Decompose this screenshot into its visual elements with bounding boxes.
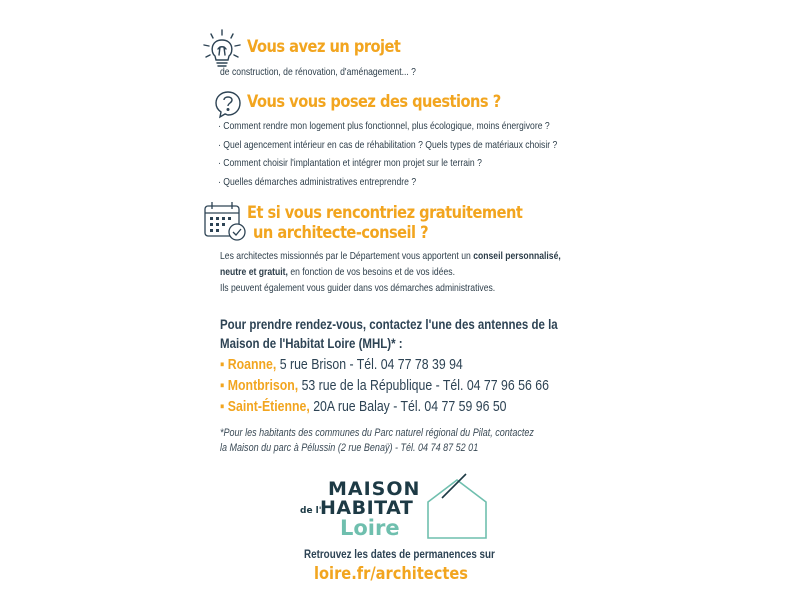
calendar-check-icon <box>203 200 249 242</box>
logo-loire: Loire <box>340 516 400 540</box>
section-title-architecte-line1: Et si vous rencontriez gratuitement <box>247 203 523 223</box>
section-subtitle-projet: de construction, de rénovation, d'aménagement... ? <box>220 66 416 78</box>
emphasis: neutre et gratuit, <box>220 266 288 278</box>
mhl-logo <box>300 478 500 553</box>
description-line1: Les architectes missionnés par le Département vous apportent un conseil personnalisé, <box>220 250 561 262</box>
section-title-projet: Vous avez un projet <box>247 37 401 57</box>
description-line2: neutre et gratuit, en fonction de vos besoins et de vos idées. <box>220 266 455 278</box>
footnote: *Pour les habitants des communes du Parc naturel régional du Pilat, contactez la Maison du parc à Pélussin (2 rue Benaÿ) - Tél. 04 74 87 52 01 <box>220 427 534 454</box>
description-line3: Ils peuvent également vous guider dans vos démarches administratives. <box>220 282 496 294</box>
lightbulb-icon <box>201 28 243 70</box>
emphasis: conseil personnalisé, <box>473 250 561 262</box>
contact-heading: Pour prendre rendez-vous, contactez l'une des antennes de la Maison de l'Habitat Loire (MHL)* : <box>220 316 558 351</box>
logo-maison: MAISON <box>328 478 421 500</box>
question-bubble-icon <box>213 89 243 119</box>
list-item: · Quelles démarches administratives entreprendre ? <box>218 173 557 192</box>
section-title-architecte-line2: un architecte-conseil ? <box>253 223 429 243</box>
antenna-roanne: ▪ Roanne, 5 rue Brison - Tél. 04 77 78 39 94 <box>220 356 463 373</box>
list-item: · Quel agencement intérieur en cas de réhabilitation ? Quels types de matériaux choisir ? <box>218 136 557 155</box>
architectes-link[interactable]: loire.fr/architectes <box>314 564 469 584</box>
list-item: · Comment choisir l'implantation et intégrer mon projet sur le terrain ? <box>218 154 557 173</box>
questions-list <box>218 117 632 191</box>
list-item: · Comment rendre mon logement plus fonctionnel, plus écologique, moins énergivore ? <box>218 117 557 136</box>
antenna-montbrison: ▪ Montbrison, 53 rue de la République - Tél. 04 77 96 56 66 <box>220 377 549 394</box>
logo-prefix: de l' <box>300 506 322 516</box>
logo-habitat: HABITAT <box>320 497 414 519</box>
antenna-saint-etienne: ▪ Saint-Étienne, 20A rue Balay - Tél. 04 77 59 96 50 <box>220 398 507 415</box>
footer-text: Retrouvez les dates de permanences sur <box>304 547 495 561</box>
section-title-questions: Vous vous posez des questions ? <box>247 92 501 112</box>
house-outline-icon <box>422 472 492 542</box>
